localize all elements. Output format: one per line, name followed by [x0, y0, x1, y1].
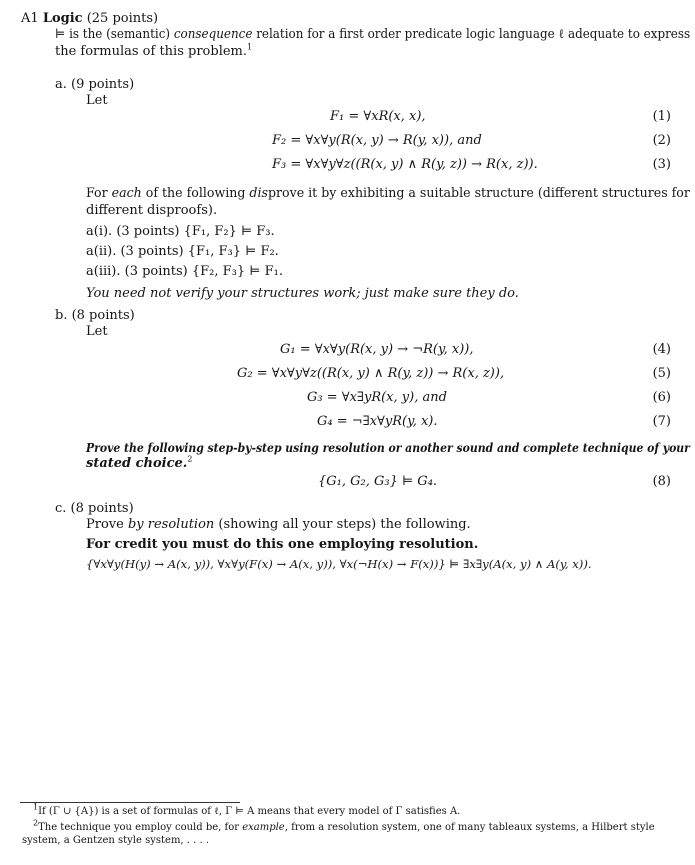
footnote-2-line-2: system, a Gentzen style system, . . . . [22, 835, 210, 846]
equation-number-5: (5) [652, 366, 671, 381]
problem-title: Logic [42, 11, 83, 26]
part-a-item-ii: a(ii). (3 points) {F₁, F₃} ⊨ F₂. [86, 244, 279, 259]
part-c-line-1: Prove by resolution (showing all your steps) the following. [86, 517, 471, 532]
goal-formula: {G₁, G₂, G₃} ⊨ G₄. [318, 474, 438, 489]
part-a-instructions-1: For each of the following disprove it by exhibiting a suitable structure (different structures for [86, 186, 690, 201]
equation-1: F₁ = ∀xR(x, x), [330, 109, 426, 124]
equation-number-4: (4) [652, 342, 671, 357]
footnote-2: $^2$The technique you employ could be, for example, from a resolution system, one of many tableaux systems, a Hilbert style [33, 818, 655, 833]
footnote-1: $^1$If (Γ ∪ {A}) is a set of formulas of ℓ, Γ ⊨ A means that every model of Γ satisfies A. [33, 802, 461, 817]
equation-2: F₂ = ∀x∀y(R(x, y) → R(y, x)), and [272, 133, 482, 148]
equation-number-3: (3) [652, 157, 671, 172]
problem-points: (25 points) [86, 11, 159, 26]
part-b-instructions-1: Prove the following step-by-step using resolution or another sound and complete technique of your [86, 440, 690, 455]
equation-number-8: (8) [652, 474, 671, 489]
equation-5: G₂ = ∀x∀y∀z((R(x, y) ∧ R(y, z)) → R(x, z)), [237, 366, 505, 381]
equation-7: G₄ = ¬∃x∀yR(y, x). [317, 414, 438, 429]
footnote-ref-1: 1 [247, 42, 253, 52]
part-a-item-i: a(i). (3 points) {F₁, F₂} ⊨ F₃. [86, 224, 275, 239]
part-b-label: b. (8 points) [55, 308, 135, 323]
part-b-instructions-2: stated choice.$^2$ [86, 454, 193, 471]
part-a-instructions-2: different disproofs). [86, 203, 218, 218]
models-symbol: ⊨ [55, 27, 66, 42]
intro-line-2: the formulas of this problem.$^1$ [55, 42, 253, 59]
part-a-let: Let [86, 93, 108, 108]
equation-number-2: (2) [652, 133, 671, 148]
part-c-formula: {∀x∀y(H(y) → A(x, y)), ∀x∀y(F(x) → A(x, y)), ∀x(¬H(x) → F(x))} ⊨ ∃x∃y(A(x, y) ∧ A(y, x)). [86, 557, 592, 571]
part-c-label: c. (8 points) [55, 501, 134, 516]
problem-header [21, 11, 158, 27]
part-a-item-iii: a(iii). (3 points) {F₂, F₃} ⊨ F₁. [86, 264, 283, 279]
part-c-bold-line: For credit you must do this one employing resolution. [86, 537, 479, 552]
equation-number-6: (6) [652, 390, 671, 405]
equation-number-7: (7) [652, 414, 671, 429]
part-a-label: a. (9 points) [55, 77, 135, 92]
problem-number: A1 [21, 11, 39, 26]
footnote-rule [20, 802, 240, 803]
equation-number-1: (1) [652, 109, 671, 124]
part-b-let: Let [86, 324, 108, 339]
equation-4: G₁ = ∀x∀y(R(x, y) → ¬R(y, x)), [280, 342, 474, 357]
footnote-ref-2: 2 [187, 454, 193, 464]
part-a-note: You need not verify your structures work; just make sure they do. [86, 286, 519, 301]
equation-6: G₃ = ∀x∃yR(x, y), and [307, 390, 447, 405]
equation-3: F₃ = ∀x∀y∀z((R(x, y) ∧ R(y, z)) → R(x, z)). [272, 157, 538, 172]
intro-line-1: ⊨ is the (semantic) consequence relation for a first order predicate logic language ℓ adequate to express [55, 27, 691, 42]
